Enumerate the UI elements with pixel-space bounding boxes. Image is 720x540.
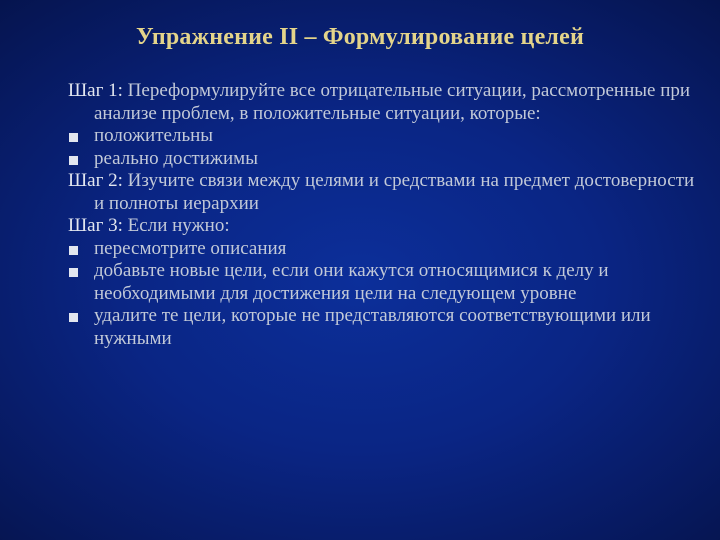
square-bullet-icon [69,268,78,277]
square-bullet-icon [69,313,78,322]
square-bullet-icon [69,246,78,255]
step-2-label: Шаг 2: [68,170,123,191]
step-1-label: Шаг 1: [68,80,123,101]
bullet-text: положительны [94,125,214,146]
step-1-bullet-1 [68,125,708,148]
square-bullet-icon [69,133,78,142]
slide-title: Упражнение II – Формулирование целей [136,24,584,50]
step-2 [68,170,708,215]
bullet-text: реально достижимы [94,147,258,169]
slide-body [68,80,708,350]
step-2-text: Изучите связи между целями и средствами на предмет достоверности и полноты иерархии [94,170,695,214]
square-bullet-icon [69,156,78,165]
step-1 [68,80,708,125]
step-3-label: Шаг 3: [68,215,123,236]
bullet-text: пересмотрите описания [94,237,287,259]
step-1-text: Переформулируйте все отрицательные ситуации, рассмотренные при анализе проблем, в положительные ситуации, которые: [94,80,691,124]
bullet-text: добавьте новые цели, если они кажутся относящимися к делу и необходимыми для достижения цели на следующем уровне [94,260,609,304]
step-3 [68,215,708,238]
step-1-bullet-2 [68,148,708,171]
step-3-bullet-3 [68,305,708,350]
step-3-bullet-2 [68,260,708,305]
step-3-bullet-1 [68,238,708,261]
bullet-text: удалите те цели, которые не представляются соответствующими или нужными [94,305,651,349]
step-3-text: Если нужно: [127,215,230,236]
